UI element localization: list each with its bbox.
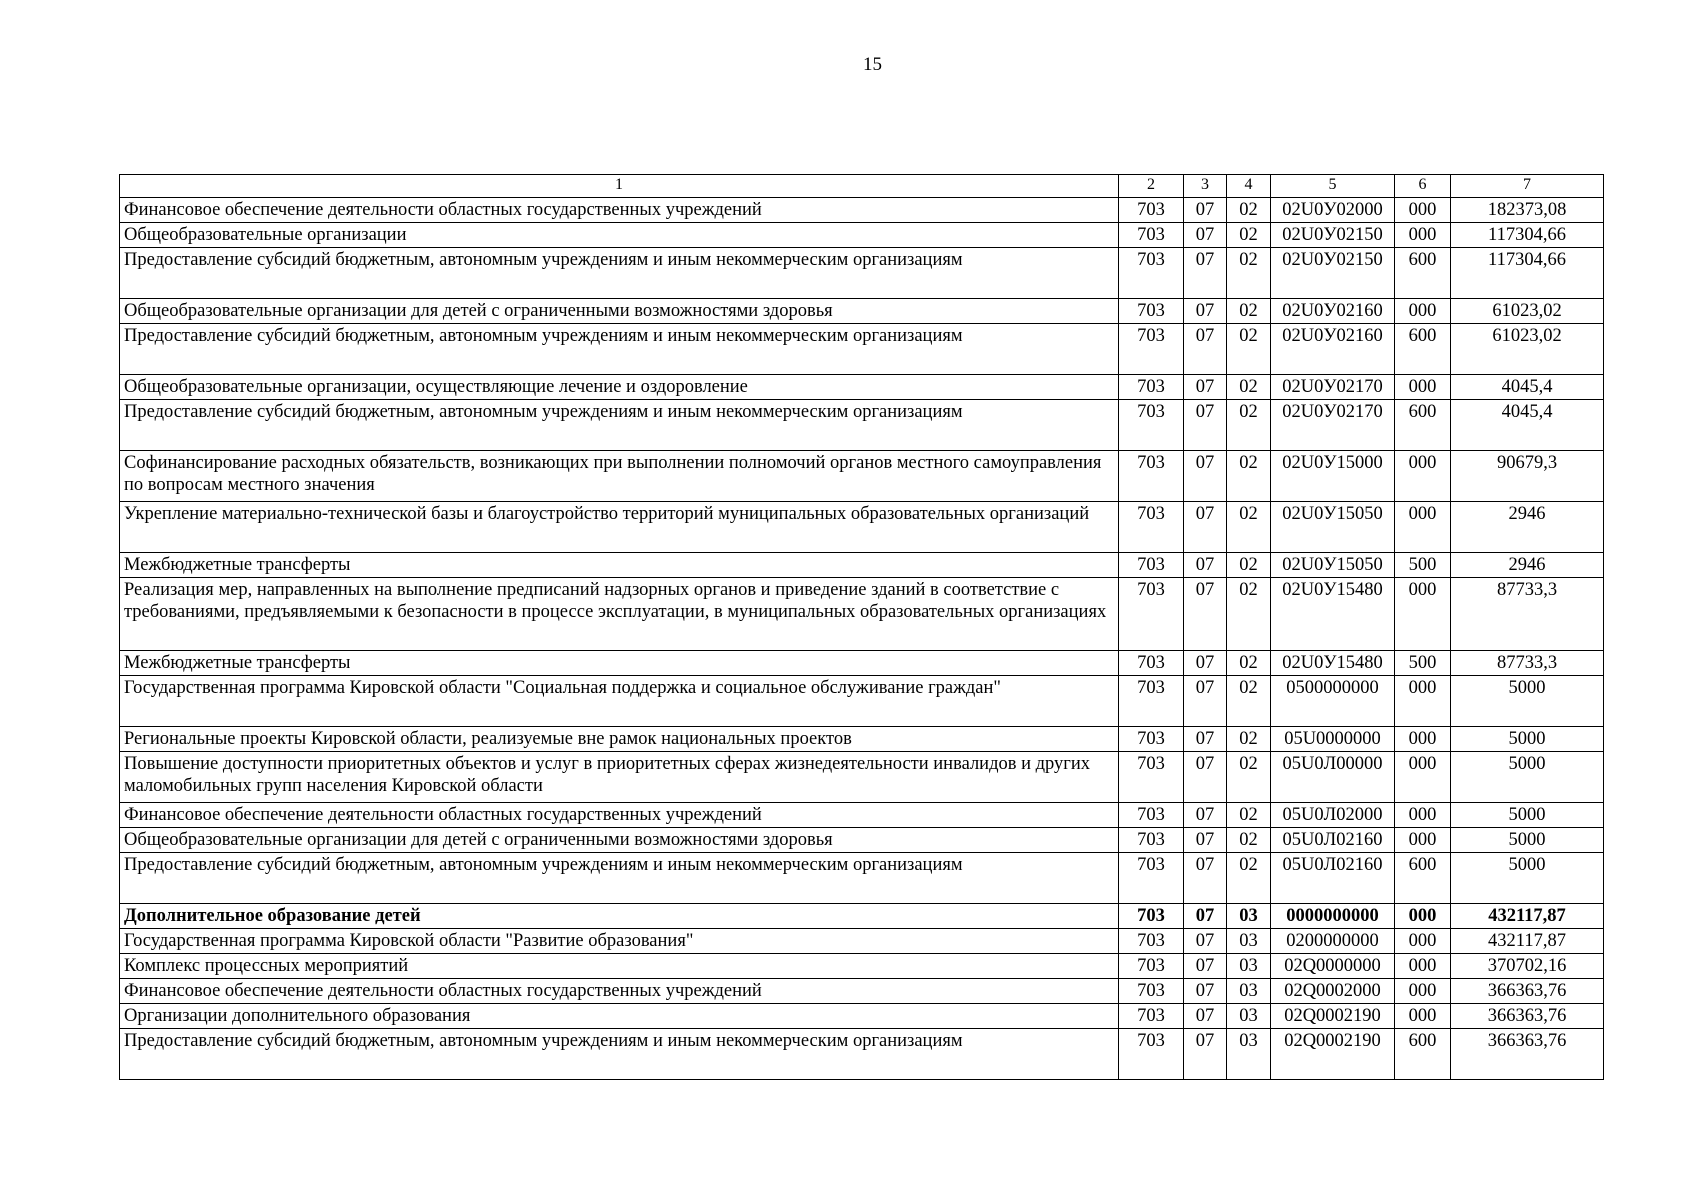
section-code: 07: [1184, 375, 1227, 400]
table-row: [120, 299, 1604, 324]
target-article-code: 02U0У15480: [1271, 578, 1395, 651]
table-row: [120, 400, 1604, 451]
column-header: 3: [1184, 175, 1227, 198]
expense-name: Организации дополнительного образования: [120, 1004, 1119, 1029]
expense-name: Межбюджетные трансферты: [120, 553, 1119, 578]
ministry-code: 703: [1119, 828, 1184, 853]
amount: 61023,02: [1451, 299, 1604, 324]
subsection-code: 02: [1227, 553, 1271, 578]
table-row: [120, 553, 1604, 578]
expense-name: Финансовое обеспечение деятельности областных государственных учреждений: [120, 198, 1119, 223]
ministry-code: 703: [1119, 553, 1184, 578]
target-article-code: 02Q0002190: [1271, 1029, 1395, 1080]
table-row: [120, 198, 1604, 223]
subsection-code: 02: [1227, 578, 1271, 651]
expense-type-code: 500: [1395, 553, 1451, 578]
subsection-code: 03: [1227, 979, 1271, 1004]
section-code: 07: [1184, 198, 1227, 223]
ministry-code: 703: [1119, 578, 1184, 651]
target-article-code: 02U0У15050: [1271, 502, 1395, 553]
section-code: 07: [1184, 1004, 1227, 1029]
expense-type-code: 000: [1395, 198, 1451, 223]
subsection-code: 02: [1227, 828, 1271, 853]
amount: 5000: [1451, 803, 1604, 828]
expense-type-code: 600: [1395, 324, 1451, 375]
table-row: [120, 578, 1604, 651]
table-row: [120, 853, 1604, 904]
subsection-code: 02: [1227, 502, 1271, 553]
expense-name: Повышение доступности приоритетных объектов и услуг в приоритетных сферах жизнедеятельности инвалидов и других маломобильных групп населения Кировской области: [120, 752, 1119, 803]
expense-type-code: 000: [1395, 727, 1451, 752]
section-code: 07: [1184, 954, 1227, 979]
target-article-code: 02U0У02160: [1271, 299, 1395, 324]
expense-name: Общеобразовательные организации для детей с ограниченными возможностями здоровья: [120, 299, 1119, 324]
expense-name: Предоставление субсидий бюджетным, автономным учреждениям и иным некоммерческим организациям: [120, 1029, 1119, 1080]
section-code: 07: [1184, 248, 1227, 299]
table-row: [120, 1004, 1604, 1029]
target-article-code: 02U0У15000: [1271, 451, 1395, 502]
target-article-code: 02U0У15480: [1271, 651, 1395, 676]
amount: 432117,87: [1451, 904, 1604, 929]
section-code: 07: [1184, 502, 1227, 553]
subsection-code: 02: [1227, 248, 1271, 299]
ministry-code: 703: [1119, 904, 1184, 929]
ministry-code: 703: [1119, 324, 1184, 375]
subsection-code: 02: [1227, 400, 1271, 451]
expense-type-code: 000: [1395, 299, 1451, 324]
subsection-code: 02: [1227, 324, 1271, 375]
subsection-code: 02: [1227, 752, 1271, 803]
expense-type-code: 000: [1395, 752, 1451, 803]
expense-type-code: 000: [1395, 904, 1451, 929]
section-code: 07: [1184, 727, 1227, 752]
amount: 117304,66: [1451, 248, 1604, 299]
target-article-code: 05U0Л02160: [1271, 853, 1395, 904]
expense-name: Региональные проекты Кировской области, реализуемые вне рамок национальных проектов: [120, 727, 1119, 752]
subsection-code: 02: [1227, 803, 1271, 828]
subsection-code: 03: [1227, 1029, 1271, 1080]
table-row: [120, 451, 1604, 502]
ministry-code: 703: [1119, 299, 1184, 324]
column-header: 4: [1227, 175, 1271, 198]
expense-name: Межбюджетные трансферты: [120, 651, 1119, 676]
table-row: [120, 828, 1604, 853]
amount: 366363,76: [1451, 1029, 1604, 1080]
column-header: 7: [1451, 175, 1604, 198]
subsection-code: 02: [1227, 299, 1271, 324]
amount: 87733,3: [1451, 578, 1604, 651]
table-row: [120, 223, 1604, 248]
table-row: [120, 375, 1604, 400]
table-row-section-total: [120, 904, 1604, 929]
subsection-code: 03: [1227, 954, 1271, 979]
table-row: [120, 651, 1604, 676]
amount: 366363,76: [1451, 1004, 1604, 1029]
amount: 5000: [1451, 752, 1604, 803]
expense-type-code: 000: [1395, 1004, 1451, 1029]
table-row: [120, 954, 1604, 979]
table-row: [120, 929, 1604, 954]
expense-name: Софинансирование расходных обязательств, возникающих при выполнении полномочий органов местного самоуправления по вопросам местного значения: [120, 451, 1119, 502]
expense-name: Общеобразовательные организации, осуществляющие лечение и оздоровление: [120, 375, 1119, 400]
target-article-code: 05U0Л02000: [1271, 803, 1395, 828]
expense-name: Укрепление материально-технической базы и благоустройство территорий муниципальных образовательных организаций: [120, 502, 1119, 553]
section-code: 07: [1184, 979, 1227, 1004]
expense-type-code: 000: [1395, 979, 1451, 1004]
subsection-code: 02: [1227, 727, 1271, 752]
ministry-code: 703: [1119, 223, 1184, 248]
amount: 2946: [1451, 553, 1604, 578]
amount: 370702,16: [1451, 954, 1604, 979]
expense-type-code: 000: [1395, 954, 1451, 979]
amount: 5000: [1451, 676, 1604, 727]
ministry-code: 703: [1119, 1029, 1184, 1080]
section-code: 07: [1184, 1029, 1227, 1080]
subsection-code: 02: [1227, 198, 1271, 223]
ministry-code: 703: [1119, 451, 1184, 502]
section-code: 07: [1184, 904, 1227, 929]
amount: 4045,4: [1451, 375, 1604, 400]
ministry-code: 703: [1119, 400, 1184, 451]
target-article-code: 02Q0000000: [1271, 954, 1395, 979]
subsection-code: 02: [1227, 676, 1271, 727]
expense-name: Государственная программа Кировской области "Развитие образования": [120, 929, 1119, 954]
subsection-code: 03: [1227, 929, 1271, 954]
subsection-code: 02: [1227, 451, 1271, 502]
amount: 182373,08: [1451, 198, 1604, 223]
table-row: [120, 752, 1604, 803]
expense-type-code: 500: [1395, 651, 1451, 676]
amount: 5000: [1451, 727, 1604, 752]
ministry-code: 703: [1119, 676, 1184, 727]
expense-type-code: 600: [1395, 248, 1451, 299]
section-code: 07: [1184, 828, 1227, 853]
target-article-code: 02U0У02170: [1271, 375, 1395, 400]
amount: 5000: [1451, 828, 1604, 853]
amount: 4045,4: [1451, 400, 1604, 451]
expense-type-code: 000: [1395, 578, 1451, 651]
section-code: 07: [1184, 853, 1227, 904]
subsection-code: 02: [1227, 223, 1271, 248]
expense-name: Финансовое обеспечение деятельности областных государственных учреждений: [120, 803, 1119, 828]
section-code: 07: [1184, 324, 1227, 375]
expense-name: Общеобразовательные организации для детей с ограниченными возможностями здоровья: [120, 828, 1119, 853]
amount: 87733,3: [1451, 651, 1604, 676]
ministry-code: 703: [1119, 1004, 1184, 1029]
subsection-code: 03: [1227, 904, 1271, 929]
target-article-code: 05U0000000: [1271, 727, 1395, 752]
ministry-code: 703: [1119, 375, 1184, 400]
ministry-code: 703: [1119, 853, 1184, 904]
section-code: 07: [1184, 223, 1227, 248]
budget-table: [119, 174, 1604, 1080]
expense-name: Государственная программа Кировской области "Социальная поддержка и социальное обслуживание граждан": [120, 676, 1119, 727]
ministry-code: 703: [1119, 198, 1184, 223]
expense-name: Общеобразовательные организации: [120, 223, 1119, 248]
amount: 2946: [1451, 502, 1604, 553]
section-code: 07: [1184, 752, 1227, 803]
section-code: 07: [1184, 578, 1227, 651]
expense-name: Финансовое обеспечение деятельности областных государственных учреждений: [120, 979, 1119, 1004]
section-code: 07: [1184, 553, 1227, 578]
ministry-code: 703: [1119, 248, 1184, 299]
table-row: [120, 979, 1604, 1004]
target-article-code: 0000000000: [1271, 904, 1395, 929]
target-article-code: 02Q0002000: [1271, 979, 1395, 1004]
section-code: 07: [1184, 400, 1227, 451]
expense-type-code: 600: [1395, 853, 1451, 904]
section-code: 07: [1184, 676, 1227, 727]
amount: 366363,76: [1451, 979, 1604, 1004]
amount: 432117,87: [1451, 929, 1604, 954]
target-article-code: 0200000000: [1271, 929, 1395, 954]
table-row: [120, 803, 1604, 828]
section-code: 07: [1184, 803, 1227, 828]
amount: 90679,3: [1451, 451, 1604, 502]
expense-type-code: 600: [1395, 1029, 1451, 1080]
column-header: 5: [1271, 175, 1395, 198]
expense-name: Дополнительное образование детей: [120, 904, 1119, 929]
expense-type-code: 000: [1395, 375, 1451, 400]
expense-name: Предоставление субсидий бюджетным, автономным учреждениям и иным некоммерческим организациям: [120, 248, 1119, 299]
section-code: 07: [1184, 651, 1227, 676]
column-header: 6: [1395, 175, 1451, 198]
expense-name: Реализация мер, направленных на выполнение предписаний надзорных органов и приведение зданий в соответствие с требованиями, предъявляемыми к безопасности в процессе эксплуатации, в муниципальных образовательных организациях: [120, 578, 1119, 651]
amount: 61023,02: [1451, 324, 1604, 375]
target-article-code: 02U0У02000: [1271, 198, 1395, 223]
ministry-code: 703: [1119, 803, 1184, 828]
subsection-code: 03: [1227, 1004, 1271, 1029]
target-article-code: 02U0У15050: [1271, 553, 1395, 578]
target-article-code: 05U0Л02160: [1271, 828, 1395, 853]
expense-type-code: 600: [1395, 400, 1451, 451]
expense-type-code: 000: [1395, 451, 1451, 502]
subsection-code: 02: [1227, 375, 1271, 400]
target-article-code: 0500000000: [1271, 676, 1395, 727]
table-row: [120, 1029, 1604, 1080]
target-article-code: 02U0У02170: [1271, 400, 1395, 451]
expense-name: Предоставление субсидий бюджетным, автономным учреждениям и иным некоммерческим организациям: [120, 400, 1119, 451]
subsection-code: 02: [1227, 853, 1271, 904]
target-article-code: 02Q0002190: [1271, 1004, 1395, 1029]
ministry-code: 703: [1119, 752, 1184, 803]
subsection-code: 02: [1227, 651, 1271, 676]
expense-type-code: 000: [1395, 223, 1451, 248]
section-code: 07: [1184, 451, 1227, 502]
expense-type-code: 000: [1395, 676, 1451, 727]
expense-type-code: 000: [1395, 803, 1451, 828]
ministry-code: 703: [1119, 727, 1184, 752]
expense-name: Предоставление субсидий бюджетным, автономным учреждениям и иным некоммерческим организациям: [120, 324, 1119, 375]
table-row: [120, 676, 1604, 727]
expense-type-code: 000: [1395, 828, 1451, 853]
ministry-code: 703: [1119, 954, 1184, 979]
table-row: [120, 502, 1604, 553]
table-row: [120, 324, 1604, 375]
page-number: 15: [863, 54, 882, 75]
section-code: 07: [1184, 929, 1227, 954]
target-article-code: 02U0У02150: [1271, 223, 1395, 248]
ministry-code: 703: [1119, 651, 1184, 676]
expense-type-code: 000: [1395, 929, 1451, 954]
table-header-row: [120, 175, 1604, 198]
amount: 5000: [1451, 853, 1604, 904]
ministry-code: 703: [1119, 502, 1184, 553]
table-row: [120, 248, 1604, 299]
target-article-code: 02U0У02160: [1271, 324, 1395, 375]
ministry-code: 703: [1119, 929, 1184, 954]
expense-name: Комплекс процессных мероприятий: [120, 954, 1119, 979]
table-row: [120, 727, 1604, 752]
column-header: 2: [1119, 175, 1184, 198]
expense-name: Предоставление субсидий бюджетным, автономным учреждениям и иным некоммерческим организациям: [120, 853, 1119, 904]
column-header: 1: [120, 175, 1119, 198]
target-article-code: 05U0Л00000: [1271, 752, 1395, 803]
expense-type-code: 000: [1395, 502, 1451, 553]
amount: 117304,66: [1451, 223, 1604, 248]
target-article-code: 02U0У02150: [1271, 248, 1395, 299]
ministry-code: 703: [1119, 979, 1184, 1004]
section-code: 07: [1184, 299, 1227, 324]
